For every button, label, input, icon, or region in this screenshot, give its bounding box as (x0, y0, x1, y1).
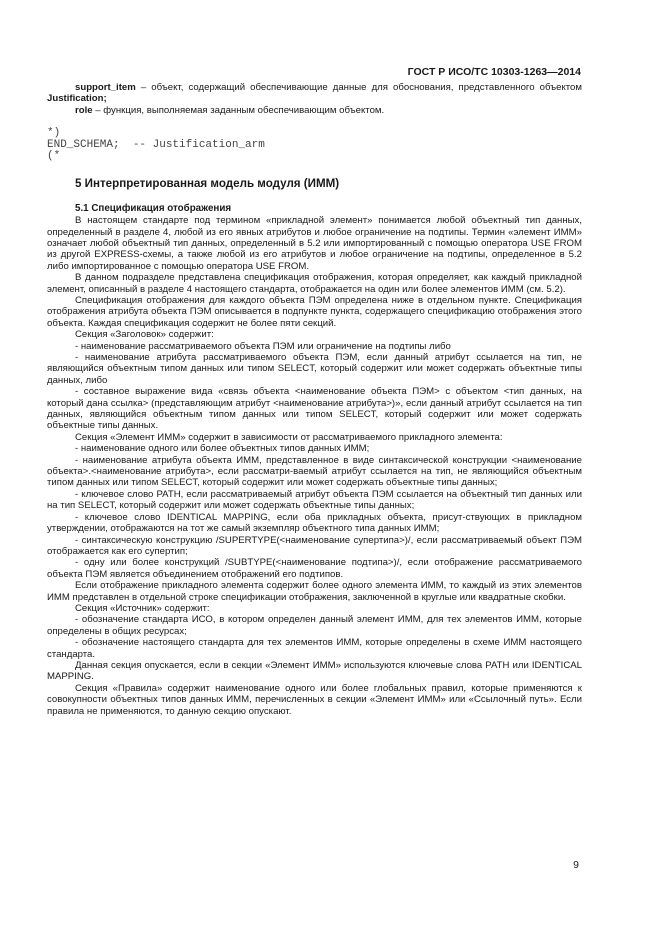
subsection-title: 5.1 Спецификация отображения (75, 202, 232, 214)
paragraph: Секция «Источник» содержит: (75, 602, 210, 614)
page-number: 9 (573, 859, 579, 871)
paragraph: - наименование атрибута объекта ИММ, представленное в виде синтаксической конструкции <наименование объекта>.<наименование атрибута>, если рассматри-ваемый атрибут ссылается на тип, не являющийся объектным типом данных или типом SELECT, который содержит или может содержать объектные типы данных; (47, 454, 582, 489)
paragraph: Спецификация отображения для каждого объекта ПЭМ определена ниже в отдельном пункте. Спецификация отображения атрибута объекта ПЭМ описывается в подпункте пункта, содержащего спецификацию отображения этого объекта. Каждая спецификация содержит не более пяти секций. (47, 294, 582, 329)
definition-text: – объект, содержащий обеспечивающие данные для обоснования, представленного объектом (135, 82, 582, 93)
document-header: ГОСТ Р ИСО/ТС 10303-1263—2014 (407, 66, 581, 78)
paragraph: - ключевое слово PATH, если рассматриваемый атрибут объекта ПЭМ ссылается на объектный тип данных или на тип SELECT, который содержит или может содержать объектные типы данных; (47, 488, 582, 512)
paragraph: В настоящем стандарте под термином «прикладной элемент» понимается любой объектный тип данных, определенный в разделе 4, любой из его явных атрибутов и любое ограничение на подтипы. Термин «элемент ИММ» означает любой объектный тип данных, определенный в 5.2 или импортированный с помощью оператора USE FROM из другой EXPRESS-схемы, а также любой из его атрибутов и любое ограничение на подтипы, определенное в 5.2 либо импортированное с помощью оператора USE FROM. (47, 215, 582, 272)
code-line: *) (47, 127, 61, 140)
code-line: (* (47, 150, 61, 163)
paragraph: Если отображение прикладного элемента содержит более одного элемента ИММ, то каждый из этих элементов ИММ представлен в отдельной строке спецификации отображения, заключенной в круглые или квадратные скобки. (47, 580, 582, 603)
paragraph: - синтаксическую конструкцию /SUPERTYPE(<наименование супертипа>)/, если рассматриваемый объект ПЭМ отображается как его супертип; (47, 534, 582, 557)
paragraph: - обозначение настоящего стандарта для тех элементов ИММ, которые определены в схеме ИММ настоящего стандарта. (47, 637, 582, 660)
paragraph: В данном подразделе представлена спецификация отображения, которая определяет, как каждый прикладной элемент, описанный в разделе 4 настоящего стандарта, отображается на один или более элементов ИММ (см. 5.2). (47, 272, 582, 295)
definition-support-item (47, 82, 582, 105)
paragraph: - ключевое слово IDENTICAL MAPPING, если оба прикладных объекта, присут-ствующих в прикладном утверждении, отображаются на тот же самый экземпляр объектного типа данных ИММ; (47, 511, 582, 535)
paragraph: - одну или более конструкций /SUBTYPE(<наименование подтипа>)/, если отображение рассматриваемого объекта ПЭМ является объединением отображений его подтипов. (47, 557, 582, 580)
paragraphs (47, 215, 582, 717)
definition-text: – функция, выполняемая заданным обеспечивающим объектом. (92, 104, 385, 116)
paragraph: Секция «Элемент ИММ» содержит в зависимости от рассматриваемого прикладного элемента: (75, 431, 503, 443)
paragraph: Секция «Правила» содержит наименование одного или более глобальных правил, которые применяются к совокупности объектных типов данных ИММ, перечисленных в секции «Элемент ИММ» или «Ссылочный путь». Если правила не применяются, то данную секцию опускают. (47, 682, 582, 717)
paragraph: Данная секция опускается, если в секции «Элемент ИММ» используются ключевые слова PATH или IDENTICAL MAPPING. (47, 659, 582, 683)
section-title: 5 Интерпретированная модель модуля (ИММ) (75, 176, 340, 190)
definition-tail: Justification; (47, 93, 107, 105)
paragraph: - наименование одного или более объектных типов данных ИММ; (75, 443, 370, 455)
term: role (75, 104, 93, 116)
paragraph: Секция «Заголовок» содержит: (75, 329, 214, 341)
definition-role (47, 105, 582, 116)
paragraph: - наименование атрибута рассматриваемого объекта ПЭМ, если данный атрибут ссылается на тип, не являющийся объектным типом данных или типом SELECT, который содержит или может содержать объектные типы данных, либо (47, 352, 582, 386)
term: support_item (75, 82, 136, 93)
paragraph: - обозначение стандарта ИСО, в котором определен данный элемент ИММ, для тех элементов ИММ, которые определены в общих ресурсах; (47, 614, 582, 637)
paragraph: - составное выражение вида «связь объекта <наименование объекта ПЭМ> с объектом <тип данных, на который дана ссылка> (представляющим атрибут <наименование атрибута>)», если данный атрибут ссылается на тип данных, являющийся объектным типом данных или типом SELECT, который содержит или может содержать объектные типы данных. (47, 386, 582, 432)
page-body (47, 82, 582, 717)
paragraph: - наименование рассматриваемого объекта ПЭМ или ограничение на подтипы либо (75, 340, 451, 352)
code-line: END_SCHEMA; -- Justification_arm (47, 138, 265, 151)
